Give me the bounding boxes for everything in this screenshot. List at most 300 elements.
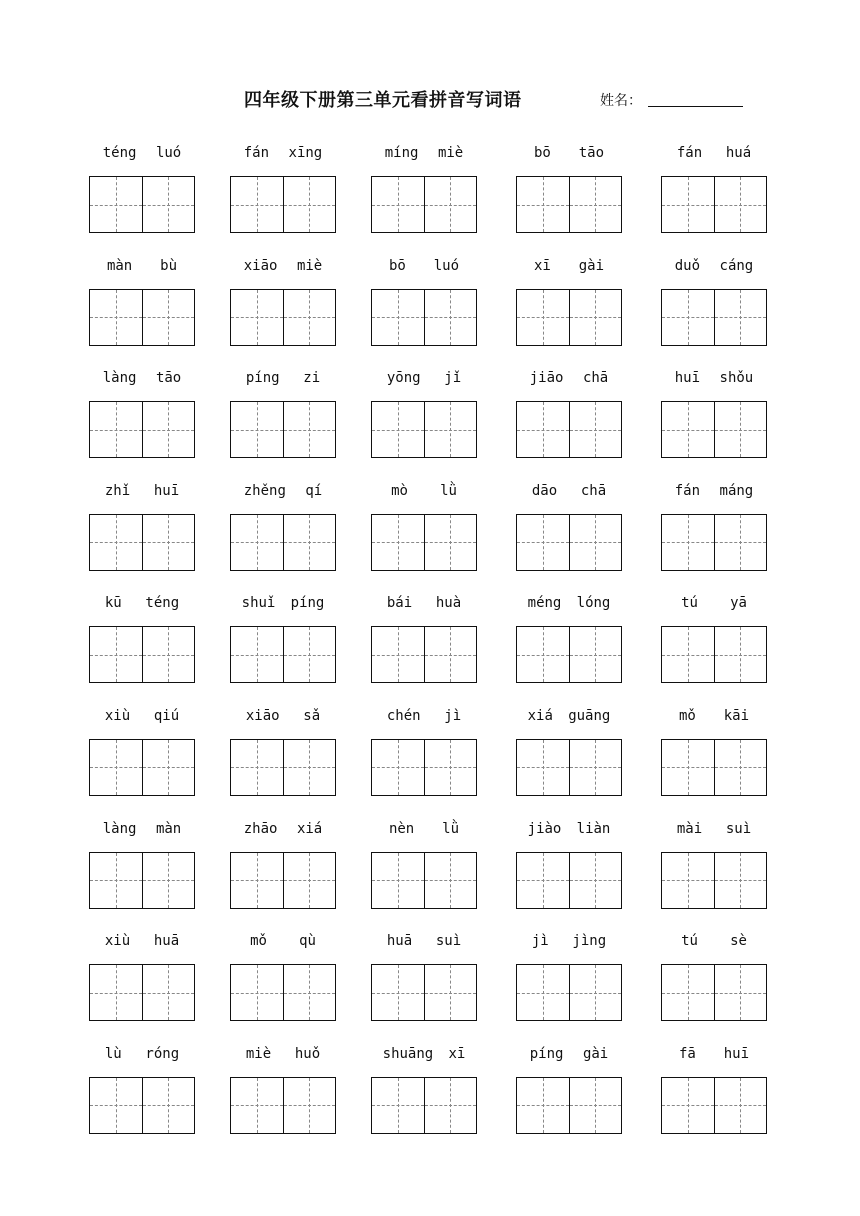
pinyin-syllable: làng [102, 370, 137, 387]
tianzige-cell[interactable] [283, 740, 336, 795]
tianzige-cell[interactable] [424, 177, 477, 232]
tianzige-cell[interactable] [372, 290, 424, 345]
tianzige-cell[interactable] [90, 965, 142, 1020]
pinyin-syllable: liàn [576, 820, 611, 837]
tianzige-cell[interactable] [517, 740, 569, 795]
exercise-row [0, 142, 860, 255]
word-item [661, 480, 767, 571]
word-item [230, 705, 336, 796]
pinyin-syllable: bù [160, 257, 178, 274]
tianzige-cell[interactable] [231, 177, 283, 232]
pinyin-syllable: xiá [296, 820, 323, 837]
tianzige-box-pair [230, 514, 336, 571]
tianzige-cell[interactable] [424, 1078, 477, 1133]
tianzige-cell[interactable] [424, 740, 477, 795]
tianzige-cell[interactable] [569, 853, 622, 908]
pinyin-line [230, 592, 336, 614]
tianzige-box-pair [230, 964, 336, 1021]
tianzige-cell[interactable] [569, 515, 622, 570]
word-item [516, 818, 622, 909]
tianzige-cell[interactable] [662, 853, 714, 908]
tianzige-cell[interactable] [424, 402, 477, 457]
pinyin-syllable: jì [531, 933, 549, 950]
pinyin-syllable: téng [145, 595, 180, 612]
exercise-row [0, 705, 860, 818]
pinyin-line [89, 142, 195, 164]
tianzige-cell[interactable] [662, 627, 714, 682]
pinyin-line [230, 1043, 336, 1065]
tianzige-cell[interactable] [231, 1078, 283, 1133]
tianzige-cell[interactable] [517, 515, 569, 570]
tianzige-box-pair [230, 852, 336, 909]
tianzige-cell[interactable] [231, 627, 283, 682]
pinyin-syllable: shǒu [719, 370, 754, 387]
tianzige-box-pair [661, 1077, 767, 1134]
name-fill-line[interactable] [648, 106, 743, 107]
tianzige-box-pair [230, 289, 336, 346]
pinyin-line [661, 367, 767, 389]
tianzige-cell[interactable] [142, 402, 195, 457]
pinyin-line [516, 480, 622, 502]
tianzige-cell[interactable] [517, 965, 569, 1020]
tianzige-cell[interactable] [372, 402, 424, 457]
word-item [661, 818, 767, 909]
tianzige-cell[interactable] [424, 627, 477, 682]
tianzige-cell[interactable] [569, 740, 622, 795]
pinyin-syllable: lǜ [440, 482, 457, 499]
tianzige-cell[interactable] [372, 515, 424, 570]
word-item [371, 930, 477, 1021]
tianzige-cell[interactable] [662, 515, 714, 570]
tianzige-cell[interactable] [662, 1078, 714, 1133]
word-item [230, 255, 336, 346]
tianzige-cell[interactable] [283, 515, 336, 570]
pinyin-syllable: téng [102, 145, 137, 161]
pinyin-line [661, 930, 767, 952]
exercise-row [0, 1043, 860, 1156]
tianzige-cell[interactable] [90, 627, 142, 682]
word-item [371, 1043, 477, 1134]
tianzige-cell[interactable] [372, 177, 424, 232]
tianzige-cell[interactable] [283, 177, 336, 232]
tianzige-cell[interactable] [372, 627, 424, 682]
word-item [230, 1043, 336, 1134]
tianzige-cell[interactable] [231, 290, 283, 345]
tianzige-cell[interactable] [283, 853, 336, 908]
pinyin-syllable: jiāo [529, 370, 564, 387]
pinyin-line [661, 592, 767, 614]
pinyin-line [230, 930, 336, 952]
pinyin-line [516, 142, 622, 164]
pinyin-syllable: lù [104, 1045, 122, 1062]
tianzige-cell[interactable] [283, 402, 336, 457]
tianzige-box-pair [661, 964, 767, 1021]
word-item [230, 592, 336, 683]
pinyin-syllable: jiào [527, 820, 562, 837]
word-item [89, 367, 195, 458]
tianzige-cell[interactable] [662, 402, 714, 457]
word-item [516, 705, 622, 796]
pinyin-line [371, 480, 477, 502]
exercise-row [0, 480, 860, 593]
tianzige-cell[interactable] [90, 290, 142, 345]
tianzige-cell[interactable] [662, 177, 714, 232]
tianzige-cell[interactable] [569, 1078, 622, 1133]
tianzige-cell[interactable] [424, 965, 477, 1020]
tianzige-box-pair [89, 514, 195, 571]
exercise-row [0, 930, 860, 1043]
pinyin-syllable: bái [386, 595, 413, 612]
pinyin-line [89, 705, 195, 727]
pinyin-syllable: suì [725, 820, 752, 837]
tianzige-cell[interactable] [517, 1078, 569, 1133]
pinyin-line [230, 818, 336, 840]
pinyin-syllable: jǐ [444, 370, 462, 387]
pinyin-syllable: chén [386, 707, 421, 724]
tianzige-box-pair [516, 626, 622, 683]
pinyin-syllable: xī [448, 1045, 466, 1062]
tianzige-cell[interactable] [714, 515, 767, 570]
tianzige-cell[interactable] [90, 515, 142, 570]
word-item [230, 480, 336, 571]
pinyin-line [371, 367, 477, 389]
word-item [371, 705, 477, 796]
tianzige-box-pair [516, 964, 622, 1021]
tianzige-box-pair [89, 1077, 195, 1134]
word-item [89, 1043, 195, 1134]
pinyin-line [516, 1043, 622, 1065]
tianzige-cell[interactable] [662, 965, 714, 1020]
pinyin-syllable: píng [529, 1045, 564, 1062]
exercise-row [0, 818, 860, 931]
tianzige-cell[interactable] [424, 515, 477, 570]
tianzige-box-pair [371, 401, 477, 458]
tianzige-box-pair [230, 401, 336, 458]
pinyin-syllable: máng [719, 482, 754, 499]
exercise-grid [0, 142, 860, 1155]
tianzige-cell[interactable] [569, 965, 622, 1020]
pinyin-syllable: jìng [572, 933, 607, 950]
pinyin-line [230, 480, 336, 502]
tianzige-box-pair [371, 514, 477, 571]
pinyin-syllable: mǒ [250, 933, 267, 950]
pinyin-syllable: zi [303, 370, 321, 387]
word-item [89, 142, 195, 233]
pinyin-syllable: xiù [104, 933, 131, 950]
tianzige-cell[interactable] [231, 515, 283, 570]
pinyin-line [89, 930, 195, 952]
word-item [89, 705, 195, 796]
pinyin-line [661, 480, 767, 502]
pinyin-syllable: huǒ [294, 1045, 321, 1062]
pinyin-syllable: làng [102, 820, 137, 837]
worksheet-header [0, 84, 860, 114]
pinyin-line [516, 255, 622, 277]
pinyin-syllable: gài [582, 1045, 609, 1062]
tianzige-cell[interactable] [517, 627, 569, 682]
tianzige-cell[interactable] [90, 1078, 142, 1133]
tianzige-box-pair [516, 1077, 622, 1134]
pinyin-line [516, 818, 622, 840]
tianzige-box-pair [230, 1077, 336, 1134]
tianzige-cell[interactable] [142, 290, 195, 345]
tianzige-cell[interactable] [714, 402, 767, 457]
tianzige-box-pair [89, 964, 195, 1021]
tianzige-box-pair [371, 1077, 477, 1134]
pinyin-syllable: fán [243, 145, 270, 161]
pinyin-syllable: píng [245, 370, 280, 387]
pinyin-line [371, 930, 477, 952]
word-item [89, 480, 195, 571]
tianzige-cell[interactable] [231, 402, 283, 457]
pinyin-line [516, 367, 622, 389]
pinyin-line [661, 1043, 767, 1065]
tianzige-cell[interactable] [142, 515, 195, 570]
word-item [230, 367, 336, 458]
word-item [516, 480, 622, 571]
exercise-row [0, 367, 860, 480]
pinyin-syllable: huā [386, 933, 413, 950]
pinyin-line [89, 592, 195, 614]
tianzige-cell[interactable] [372, 1078, 424, 1133]
tianzige-box-pair [89, 852, 195, 909]
pinyin-syllable: kū [104, 595, 122, 612]
pinyin-syllable: suì [435, 933, 462, 950]
tianzige-cell[interactable] [90, 740, 142, 795]
tianzige-cell[interactable] [569, 177, 622, 232]
tianzige-cell[interactable] [142, 853, 195, 908]
pinyin-line [371, 818, 477, 840]
pinyin-syllable: xīng [288, 145, 323, 161]
tianzige-cell[interactable] [283, 965, 336, 1020]
tianzige-box-pair [230, 626, 336, 683]
word-item [661, 142, 767, 233]
tianzige-cell[interactable] [424, 290, 477, 345]
tianzige-cell[interactable] [283, 290, 336, 345]
tianzige-box-pair [89, 289, 195, 346]
tianzige-box-pair [371, 964, 477, 1021]
tianzige-cell[interactable] [714, 740, 767, 795]
pinyin-syllable: shuāng [382, 1045, 434, 1062]
exercise-row [0, 255, 860, 368]
tianzige-box-pair [661, 514, 767, 571]
tianzige-cell[interactable] [517, 402, 569, 457]
pinyin-line [89, 1043, 195, 1065]
pinyin-syllable: huá [725, 145, 752, 161]
word-item [89, 592, 195, 683]
tianzige-cell[interactable] [569, 627, 622, 682]
pinyin-line [230, 367, 336, 389]
pinyin-line [371, 142, 477, 164]
pinyin-line [89, 367, 195, 389]
tianzige-cell[interactable] [142, 177, 195, 232]
pinyin-syllable: màn [155, 820, 182, 837]
pinyin-syllable: dāo [531, 482, 558, 499]
pinyin-line [89, 818, 195, 840]
pinyin-syllable: róng [145, 1045, 180, 1062]
word-item [661, 255, 767, 346]
pinyin-line [89, 255, 195, 277]
pinyin-syllable: tāo [578, 145, 605, 161]
tianzige-box-pair [661, 401, 767, 458]
pinyin-syllable: màn [106, 257, 133, 274]
pinyin-line [661, 142, 767, 164]
tianzige-cell[interactable] [90, 177, 142, 232]
pinyin-syllable: huà [435, 595, 462, 612]
pinyin-syllable: miè [245, 1045, 272, 1062]
pinyin-syllable: xiāo [243, 257, 278, 274]
word-item [516, 592, 622, 683]
word-item [661, 705, 767, 796]
pinyin-syllable: lǜ [442, 820, 460, 837]
tianzige-cell[interactable] [714, 627, 767, 682]
pinyin-syllable: míng [384, 145, 419, 161]
tianzige-box-pair [516, 289, 622, 346]
tianzige-box-pair [89, 401, 195, 458]
tianzige-cell[interactable] [142, 1078, 195, 1133]
pinyin-syllable: miè [296, 257, 323, 274]
pinyin-line [661, 255, 767, 277]
tianzige-box-pair [371, 626, 477, 683]
pinyin-syllable: mò [391, 482, 408, 499]
tianzige-cell[interactable] [517, 177, 569, 232]
pinyin-syllable: bō [388, 257, 406, 274]
tianzige-cell[interactable] [283, 1078, 336, 1133]
tianzige-cell[interactable] [714, 965, 767, 1020]
word-item [516, 142, 622, 233]
word-item [661, 930, 767, 1021]
tianzige-cell[interactable] [424, 853, 477, 908]
pinyin-syllable: xiù [104, 707, 131, 724]
word-item [371, 367, 477, 458]
word-item [230, 818, 336, 909]
tianzige-cell[interactable] [231, 965, 283, 1020]
pinyin-syllable: xiá [527, 707, 553, 724]
tianzige-cell[interactable] [231, 853, 283, 908]
tianzige-box-pair [661, 739, 767, 796]
tianzige-cell[interactable] [283, 627, 336, 682]
pinyin-syllable: chā [580, 482, 607, 499]
pinyin-syllable: qù [299, 933, 316, 950]
pinyin-syllable: cáng [719, 257, 754, 274]
tianzige-box-pair [516, 852, 622, 909]
pinyin-syllable: kāi [723, 707, 750, 724]
pinyin-line [661, 705, 767, 727]
tianzige-cell[interactable] [142, 627, 195, 682]
tianzige-box-pair [516, 514, 622, 571]
pinyin-syllable: guāng [568, 707, 611, 724]
pinyin-syllable: miè [437, 145, 464, 161]
tianzige-box-pair [661, 176, 767, 233]
tianzige-box-pair [371, 289, 477, 346]
pinyin-syllable: qí [305, 482, 323, 499]
tianzige-cell[interactable] [372, 740, 424, 795]
tianzige-cell[interactable] [142, 965, 195, 1020]
tianzige-box-pair [516, 401, 622, 458]
word-item [661, 592, 767, 683]
pinyin-line [230, 142, 336, 164]
tianzige-cell[interactable] [372, 853, 424, 908]
tianzige-cell[interactable] [142, 740, 195, 795]
tianzige-cell[interactable] [714, 177, 767, 232]
name-label: 姓名： [600, 93, 642, 109]
pinyin-line [516, 592, 622, 614]
pinyin-syllable: tāo [155, 370, 182, 387]
word-item [371, 592, 477, 683]
pinyin-line [371, 255, 477, 277]
word-item [89, 930, 195, 1021]
pinyin-line [371, 592, 477, 614]
tianzige-box-pair [89, 176, 195, 233]
tianzige-cell[interactable] [569, 290, 622, 345]
tianzige-box-pair [661, 289, 767, 346]
pinyin-syllable: tú [681, 933, 698, 950]
pinyin-syllable: shuǐ [241, 595, 276, 612]
tianzige-box-pair [89, 739, 195, 796]
pinyin-syllable: huī [723, 1045, 750, 1062]
tianzige-cell[interactable] [569, 402, 622, 457]
pinyin-syllable: fán [676, 145, 703, 161]
pinyin-line [230, 705, 336, 727]
word-item [516, 255, 622, 346]
tianzige-box-pair [371, 852, 477, 909]
word-item [516, 1043, 622, 1134]
tianzige-box-pair [661, 626, 767, 683]
pinyin-syllable: fán [674, 482, 701, 499]
pinyin-syllable: sǎ [303, 707, 321, 724]
pinyin-syllable: huī [674, 370, 701, 387]
pinyin-syllable: luó [155, 145, 182, 161]
pinyin-syllable: luó [433, 257, 460, 274]
pinyin-syllable: zhěng [243, 482, 286, 499]
tianzige-box-pair [516, 739, 622, 796]
pinyin-line [516, 930, 622, 952]
tianzige-cell[interactable] [517, 853, 569, 908]
tianzige-cell[interactable] [714, 1078, 767, 1133]
pinyin-syllable: píng [290, 595, 325, 612]
pinyin-syllable: lóng [576, 595, 611, 612]
tianzige-cell[interactable] [714, 853, 767, 908]
tianzige-box-pair [371, 739, 477, 796]
tianzige-cell[interactable] [662, 740, 714, 795]
tianzige-box-pair [516, 176, 622, 233]
word-item [371, 255, 477, 346]
page-title: 四年级下册第三单元看拼音写词语 [244, 90, 522, 111]
pinyin-line [89, 480, 195, 502]
word-item [89, 818, 195, 909]
tianzige-cell[interactable] [90, 402, 142, 457]
tianzige-cell[interactable] [517, 290, 569, 345]
pinyin-line [230, 255, 336, 277]
tianzige-cell[interactable] [90, 853, 142, 908]
word-item [371, 480, 477, 571]
word-item [516, 930, 622, 1021]
pinyin-syllable: sè [730, 933, 747, 950]
tianzige-cell[interactable] [662, 290, 714, 345]
pinyin-line [371, 1043, 477, 1065]
pinyin-syllable: xī [533, 257, 551, 274]
tianzige-cell[interactable] [372, 965, 424, 1020]
tianzige-cell[interactable] [231, 740, 283, 795]
pinyin-line [661, 818, 767, 840]
word-item [230, 142, 336, 233]
pinyin-syllable: duǒ [674, 257, 701, 274]
tianzige-cell[interactable] [714, 290, 767, 345]
pinyin-syllable: yōng [386, 370, 421, 387]
tianzige-box-pair [371, 176, 477, 233]
pinyin-syllable: chā [582, 370, 609, 387]
word-item [516, 367, 622, 458]
